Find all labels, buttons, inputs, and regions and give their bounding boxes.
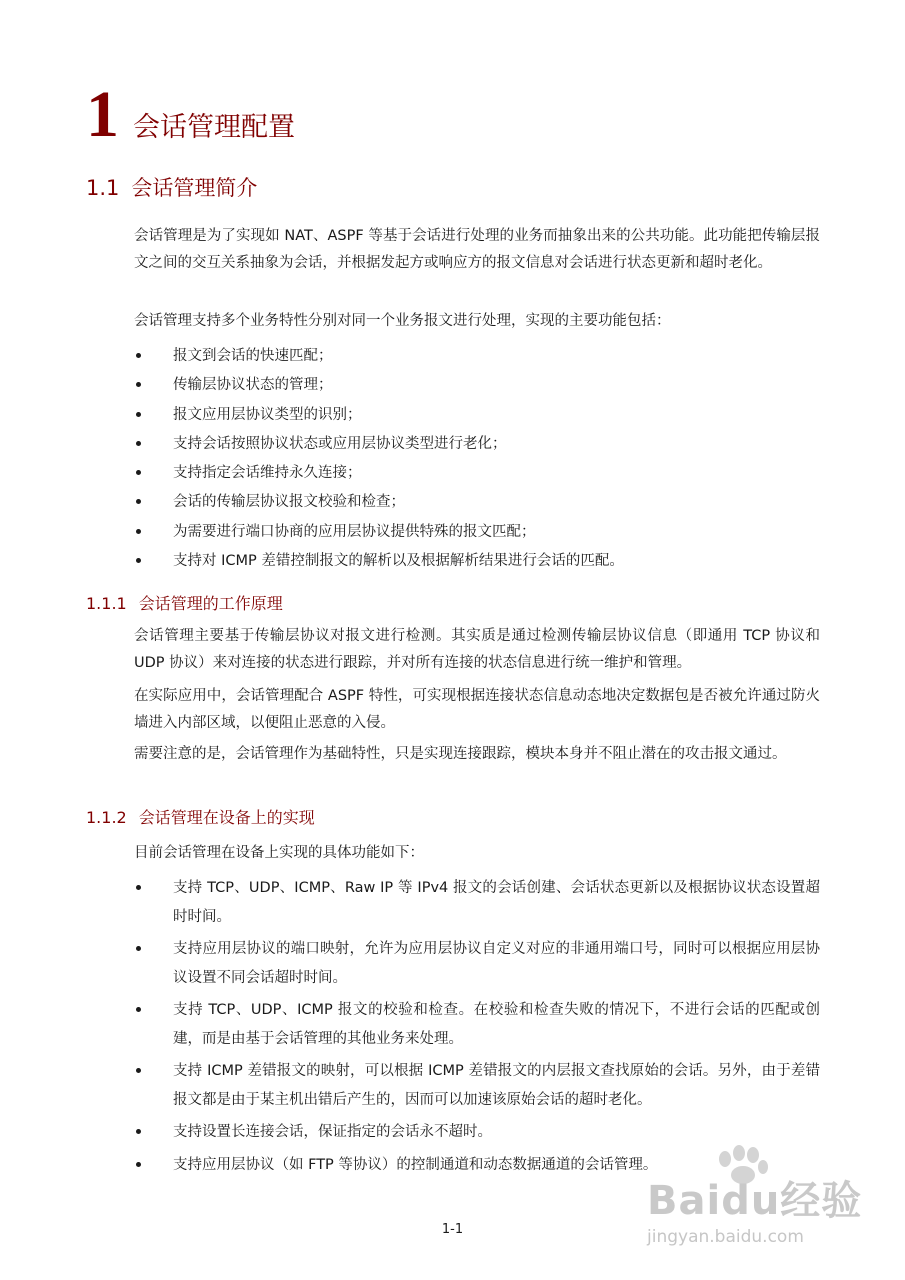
chapter-number: 1 (86, 78, 119, 151)
bullet-icon (136, 441, 141, 446)
list-item: 支持对 ICMP 差错控制报文的解析以及根据解析结果进行会话的匹配。 (134, 547, 820, 576)
section-title: 会话管理简介 (131, 176, 258, 200)
bullet-icon (136, 1162, 141, 1167)
bullet-icon (136, 529, 141, 534)
list-item: 支持设置长连接会话，保证指定的会话永不超时。 (134, 1118, 820, 1147)
bullet-icon (136, 382, 141, 387)
bullet-icon (136, 1068, 141, 1073)
list-item: 支持 TCP、UDP、ICMP、Raw IP 等 IPv4 报文的会话创建、会话状态更新以及根据协议状态设置超时时间。 (134, 874, 820, 931)
baidu-watermark (625, 1145, 885, 1275)
list-item: 支持 ICMP 差错报文的映射，可以根据 ICMP 差错报文的内层报文查找原始的会话。另外，由于差错报文都是由于某主机出错后产生的，因而可以加速该原始会话的超时老化。 (134, 1057, 820, 1114)
page-number: 1-1 (441, 1222, 464, 1237)
paragraph-impl-lead: 目前会话管理在设备上实现的具体功能如下： (134, 845, 424, 861)
bullet-icon (136, 470, 141, 475)
section-title: 会话管理在设备上的实现 (138, 808, 315, 827)
section-heading-1-1 (86, 178, 257, 199)
bullet-icon (136, 412, 141, 417)
implementation-list (134, 874, 820, 1183)
watermark-url: jingyan.baidu.com (647, 1227, 804, 1247)
section-number: 1.1.1 (86, 594, 127, 613)
list-item: 报文到会话的快速匹配； (134, 342, 820, 371)
paragraph-principle: 会话管理主要基于传输层协议对报文进行检测。其实质是通过检测传输层协议信息（即通用 TCP 协议和 UDP 协议）来对连接的状态进行跟踪，并对所有连接的状态信息进行统一维护和管理。 (134, 628, 820, 671)
paragraph-note: 需要注意的是，会话管理作为基础特性，只是实现连接跟踪，模块本身并不阻止潜在的攻击报文通过。 (134, 746, 787, 762)
bullet-icon (136, 946, 141, 951)
list-item: 传输层协议状态的管理； (134, 371, 820, 400)
watermark-logo: Baidu经验 (647, 1178, 863, 1224)
chapter-title: 会话管理配置 (133, 112, 295, 143)
list-item: 支持指定会话维持永久连接； (134, 459, 820, 488)
list-item: 支持应用层协议（如 FTP 等协议）的控制通道和动态数据通道的会话管理。 (134, 1151, 820, 1180)
bullet-icon (136, 558, 141, 563)
list-item: 支持会话按照协议状态或应用层协议类型进行老化； (134, 430, 820, 459)
bullet-icon (136, 499, 141, 504)
list-item: 为需要进行端口协商的应用层协议提供特殊的报文匹配； (134, 518, 820, 547)
list-item: 报文应用层协议类型的识别； (134, 401, 820, 430)
list-item: 会话的传输层协议报文校验和检查； (134, 488, 820, 517)
list-item: 支持 TCP、UDP、ICMP 报文的校验和检查。在校验和检查失败的情况下，不进行会话的匹配或创建，而是由基于会话管理的其他业务来处理。 (134, 996, 820, 1053)
list-item: 支持应用层协议的端口映射，允许为应用层协议自定义对应的非通用端口号，同时可以根据应用层协议设置不同会话超时时间。 (134, 935, 820, 992)
bullet-icon (136, 885, 141, 890)
section-heading-1-1-2 (86, 810, 315, 826)
feature-list (134, 342, 820, 576)
chapter-heading (86, 78, 295, 151)
section-number: 1.1 (86, 176, 120, 200)
section-title: 会话管理的工作原理 (138, 594, 283, 613)
bullet-icon (136, 1129, 141, 1134)
bullet-icon (136, 353, 141, 358)
section-number: 1.1.2 (86, 808, 127, 827)
paragraph-features-lead: 会话管理支持多个业务特性分别对同一个业务报文进行处理，实现的主要功能包括： (134, 313, 671, 329)
paragraph-aspf: 在实际应用中，会话管理配合 ASPF 特性，可实现根据连接状态信息动态地决定数据包是否被允许通过防火墙进入内部区域，以便阻止恶意的入侵。 (134, 688, 820, 731)
section-heading-1-1-1 (86, 596, 283, 612)
bullet-icon (136, 1007, 141, 1012)
paragraph-intro: 会话管理是为了实现如 NAT、ASPF 等基于会话进行处理的业务而抽象出来的公共功能。此功能把传输层报文之间的交互关系抽象为会话，并根据发起方或响应方的报文信息对会话进行状态更新和超时老化。 (134, 228, 820, 271)
